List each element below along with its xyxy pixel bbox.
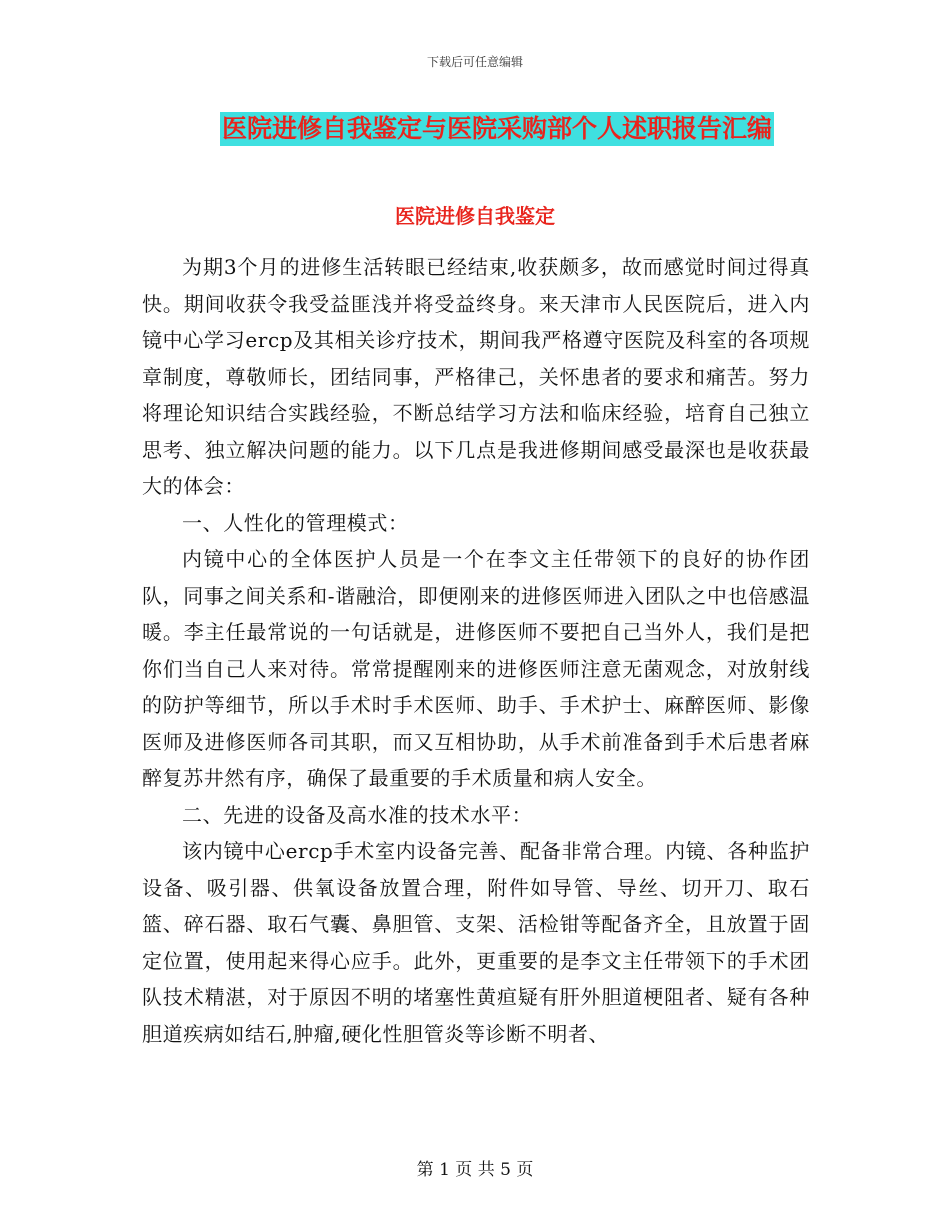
section-title: 医院进修自我鉴定	[395, 204, 555, 228]
paragraph-equipment: 该内镜中心ercp手术室内设备完善、配备非常合理。内镜、各种监护设备、吸引器、供氧设备放置合理，附件如导管、导丝、切开刀、取石篮、碎石器、取石气囊、鼻胆管、支架、活检钳等配备齐全，且放置于固定位置，使用起来得心应手。此外，更重要的是李文主任带领下的手术团队技术精湛，对于原因不明的堵塞性黄疸疑有肝外胆道梗阻者、疑有各种胆道疾病如结石,肿瘤,硬化性胆管炎等诊断不明者、	[142, 839, 810, 1046]
page-header-note: 下载后可任意编辑	[426, 55, 523, 69]
paragraph-management: 内镜中心的全体医护人员是一个在李文主任带领下的良好的协作团队，同事之间关系和-谐融洽，即便刚来的进修医师进入团队之中也倍感温暖。李主任最常说的一句话就是，进修医师不要把自己当外人，我们是把你们当自己人来对待。常常提醒刚来的进修医师注意无菌观念，对放射线的防护等细节，所以手术时手术医师、助手、手术护士、麻醉医师、影像医师及进修医师各司其职，而又互相协助，从手术前准备到手术后患者麻醉复苏井然有序，确保了最重要的手术质量和病人安全。	[142, 547, 810, 790]
page-footer: 第 1 页 共 5 页	[416, 1160, 534, 1180]
heading-management: 一、人性化的管理模式：	[182, 510, 409, 535]
main-title: 医院进修自我鉴定与医院采购部个人述职报告汇编	[220, 112, 774, 146]
heading-equipment: 二、先进的设备及高水准的技术水平：	[182, 802, 533, 827]
paragraph-intro: 为期3个月的进修生活转眼已经结束,收获颇多，故而感觉时间过得真快。期间收获令我受益匪浅并将受益终身。来天津市人民医院后，进入内镜中心学习ercp及其相关诊疗技术，期间我严格遵守医院及科室的各项规章制度，尊敬师长，团结同事，严格律己，关怀患者的要求和痛苦。努力将理论知识结合实践经验，不断总结学习方法和临床经验，培育自己独立思考、独立解决问题的能力。以下几点是我进修期间感受最深也是收获最大的体会：	[142, 255, 810, 498]
main-title-container	[0, 112, 950, 146]
document-body	[142, 249, 810, 1052]
